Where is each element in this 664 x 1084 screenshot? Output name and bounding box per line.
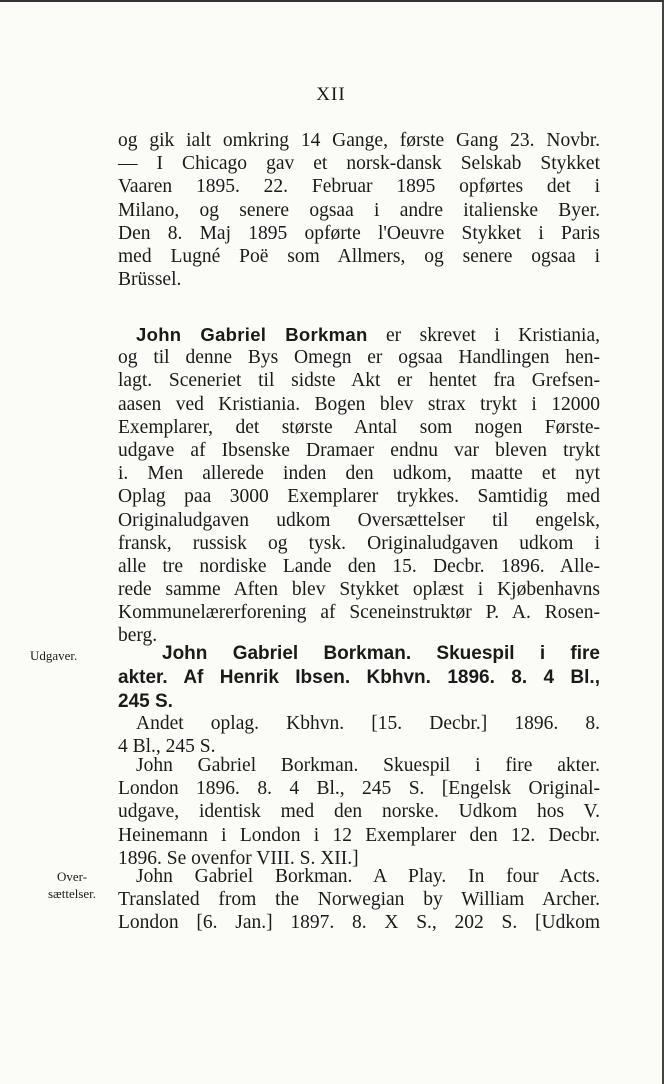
text-line: udgave, identisk med den norske. Udkom hos V. xyxy=(118,801,600,823)
text-line: med Lugné Poë som Allmers, og senere ogsaa i xyxy=(118,245,600,267)
text-line: i. Men allerede inden den udkom, maatte et nyt xyxy=(118,463,600,485)
edition-title-line: 245 S. xyxy=(118,691,173,712)
text-line: rede samme Aften blev Stykket oplæst i Kjøbenhavns xyxy=(118,579,600,601)
paragraph-staging-history xyxy=(118,129,600,291)
text-line: 4 Bl., 245 S. xyxy=(118,736,216,758)
entry-second-edition xyxy=(118,712,600,758)
margin-note-line: sættelser. xyxy=(47,886,97,901)
text-line: John Gabriel Borkman. Skuespil i fire akter. xyxy=(136,755,600,776)
play-title: John Gabriel Borkman xyxy=(136,324,368,345)
entry-english-translation xyxy=(118,865,600,935)
text-line: aasen ved Kristiania. Bogen blev strax trykt i 12000 xyxy=(118,393,600,415)
text-line: Heinemann i London i 12 Exemplarer den 12. Decbr. xyxy=(118,824,600,846)
text-line: alle tre nordiske Lande den 15. Decbr. 1896. Alle- xyxy=(118,555,600,577)
page-number: XII xyxy=(316,84,346,105)
text-line: lagt. Sceneriet til sidste Akt er hentet fra Grefsen- xyxy=(118,370,600,392)
text-line: London 1896. 8. 4 Bl., 245 S. [Engelsk Original- xyxy=(118,778,600,800)
text-line-first xyxy=(118,323,600,346)
text-line: Originaludgaven udkom Oversættelser til engelsk, xyxy=(118,509,600,531)
margin-note-line: Over- xyxy=(56,869,88,884)
text-line: Translated from the Norwegian by William Archer. xyxy=(118,889,600,911)
text-line: fransk, russisk og tysk. Originaludgaven udkom i xyxy=(118,532,600,554)
text-line: Brüssel. xyxy=(118,269,182,291)
text-line: London [6. Jan.] 1897. 8. X S., 202 S. [Udkom xyxy=(118,912,600,934)
edition-title-line: John Gabriel Borkman. Skuespil i fire xyxy=(162,643,600,664)
text-line: og til denne Bys Omegn er ogsaa Handlingen hen- xyxy=(118,347,600,369)
margin-note-oversaettelser xyxy=(28,868,116,902)
text-line: John Gabriel Borkman. A Play. In four Acts. xyxy=(136,866,600,887)
text-line: Exemplarer, det største Antal som nogen Første- xyxy=(118,416,600,438)
text-line: Den 8. Maj 1895 opførte l'Oeuvre Stykket i Paris xyxy=(118,222,600,244)
edition-title-line: akter. Af Henrik Ibsen. Kbhvn. 1896. 8. 4 Bl., xyxy=(118,667,600,688)
entry-london-edition xyxy=(118,754,600,870)
text-line: berg. xyxy=(118,625,158,647)
text-line: Kommunelærerforening af Sceneinstruktør P. A. Rosen- xyxy=(118,602,600,624)
text-line: 1896. Se ovenfor VIII. S. XII.] xyxy=(118,847,359,869)
text-line: Vaaren 1895. 22. Februar 1895 opførtes det i xyxy=(118,176,600,198)
text-line: — I Chicago gav et norsk-dansk Selskab Stykket xyxy=(118,153,600,175)
margin-note-udgaver: Udgaver. xyxy=(30,648,78,663)
text-fragment: er skrevet i Kristiania, xyxy=(386,325,601,346)
text-line: og gik ialt omkring 14 Gange, første Gang 23. Novbr. xyxy=(118,130,600,151)
edition-title xyxy=(118,642,600,714)
text-line: Oplag paa 3000 Exemplarer trykkes. Samtidig med xyxy=(118,486,600,508)
text-line: Milano, og senere ogsaa i andre italienske Byer. xyxy=(118,199,600,221)
paragraph-borkman-origin xyxy=(118,323,600,648)
text-line: Andet oplag. Kbhvn. [15. Decbr.] 1896. 8. xyxy=(136,713,600,734)
text-line: udgave af Ibsenske Dramaer endnu var bleven trykt xyxy=(118,439,600,461)
